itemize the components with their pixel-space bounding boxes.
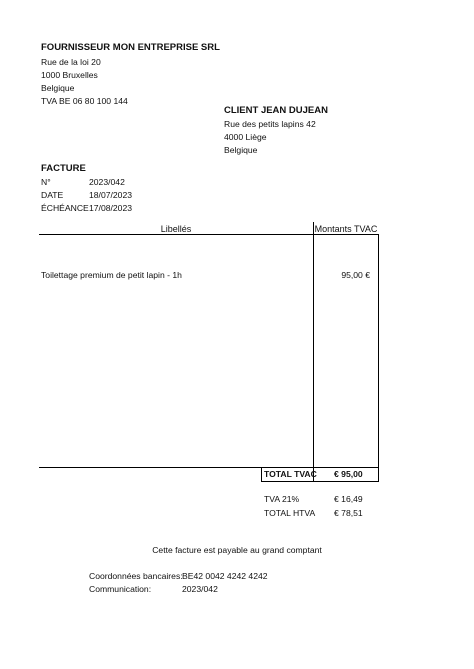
client-city: 4000 Liège	[224, 132, 267, 142]
invoice-number-label: N°	[41, 177, 51, 187]
supplier-street: Rue de la loi 20	[41, 57, 101, 67]
payment-note: Cette facture est payable au grand comptant	[152, 545, 322, 555]
total-tvac-value: € 95,00	[334, 469, 363, 479]
client-country: Belgique	[224, 145, 258, 155]
client-street: Rue des petits lapins 42	[224, 119, 316, 129]
invoice-date-label: DATE	[41, 190, 64, 200]
supplier-city: 1000 Bruxelles	[41, 70, 98, 80]
supplier-vat: TVA BE 06 80 100 144	[41, 96, 128, 106]
line-item-description: Toilettage premium de petit lapin - 1h	[41, 270, 182, 280]
col-amount-header: Montants TVAC	[314, 224, 378, 234]
communication-value: 2023/042	[182, 584, 218, 594]
supplier-country: Belgique	[41, 83, 75, 93]
total-tvac-label: TOTAL TVAC	[264, 469, 317, 479]
invoice-title: FACTURE	[41, 163, 86, 174]
table-bottom-rule-left	[39, 467, 261, 468]
total-box-top	[261, 467, 379, 468]
table-right-border	[378, 234, 379, 482]
total-box-bottom	[261, 481, 379, 482]
client-name: CLIENT JEAN DUJEAN	[224, 105, 328, 116]
table-column-divider	[313, 222, 314, 482]
invoice-due-label: ÉCHÉANCE	[41, 203, 89, 213]
table-header-rule	[39, 234, 378, 235]
communication-label: Communication:	[89, 584, 152, 594]
invoice-number-value: 2023/042	[89, 177, 125, 187]
bank-value: BE42 0042 4242 4242	[182, 571, 268, 581]
htva-label: TOTAL HTVA	[264, 508, 316, 518]
line-item-amount: 95,00 €	[341, 270, 370, 280]
bank-label: Coordonnées bancaires:	[89, 571, 183, 581]
htva-value: € 78,51	[334, 508, 363, 518]
vat-value: € 16,49	[334, 494, 363, 504]
invoice-date-value: 18/07/2023	[89, 190, 133, 200]
col-description-header: Libellés	[160, 224, 192, 234]
vat-label: TVA 21%	[264, 494, 300, 504]
invoice-due-value: 17/08/2023	[89, 203, 133, 213]
total-box-left	[261, 467, 262, 482]
supplier-name: FOURNISSEUR MON ENTREPRISE SRL	[41, 42, 220, 53]
